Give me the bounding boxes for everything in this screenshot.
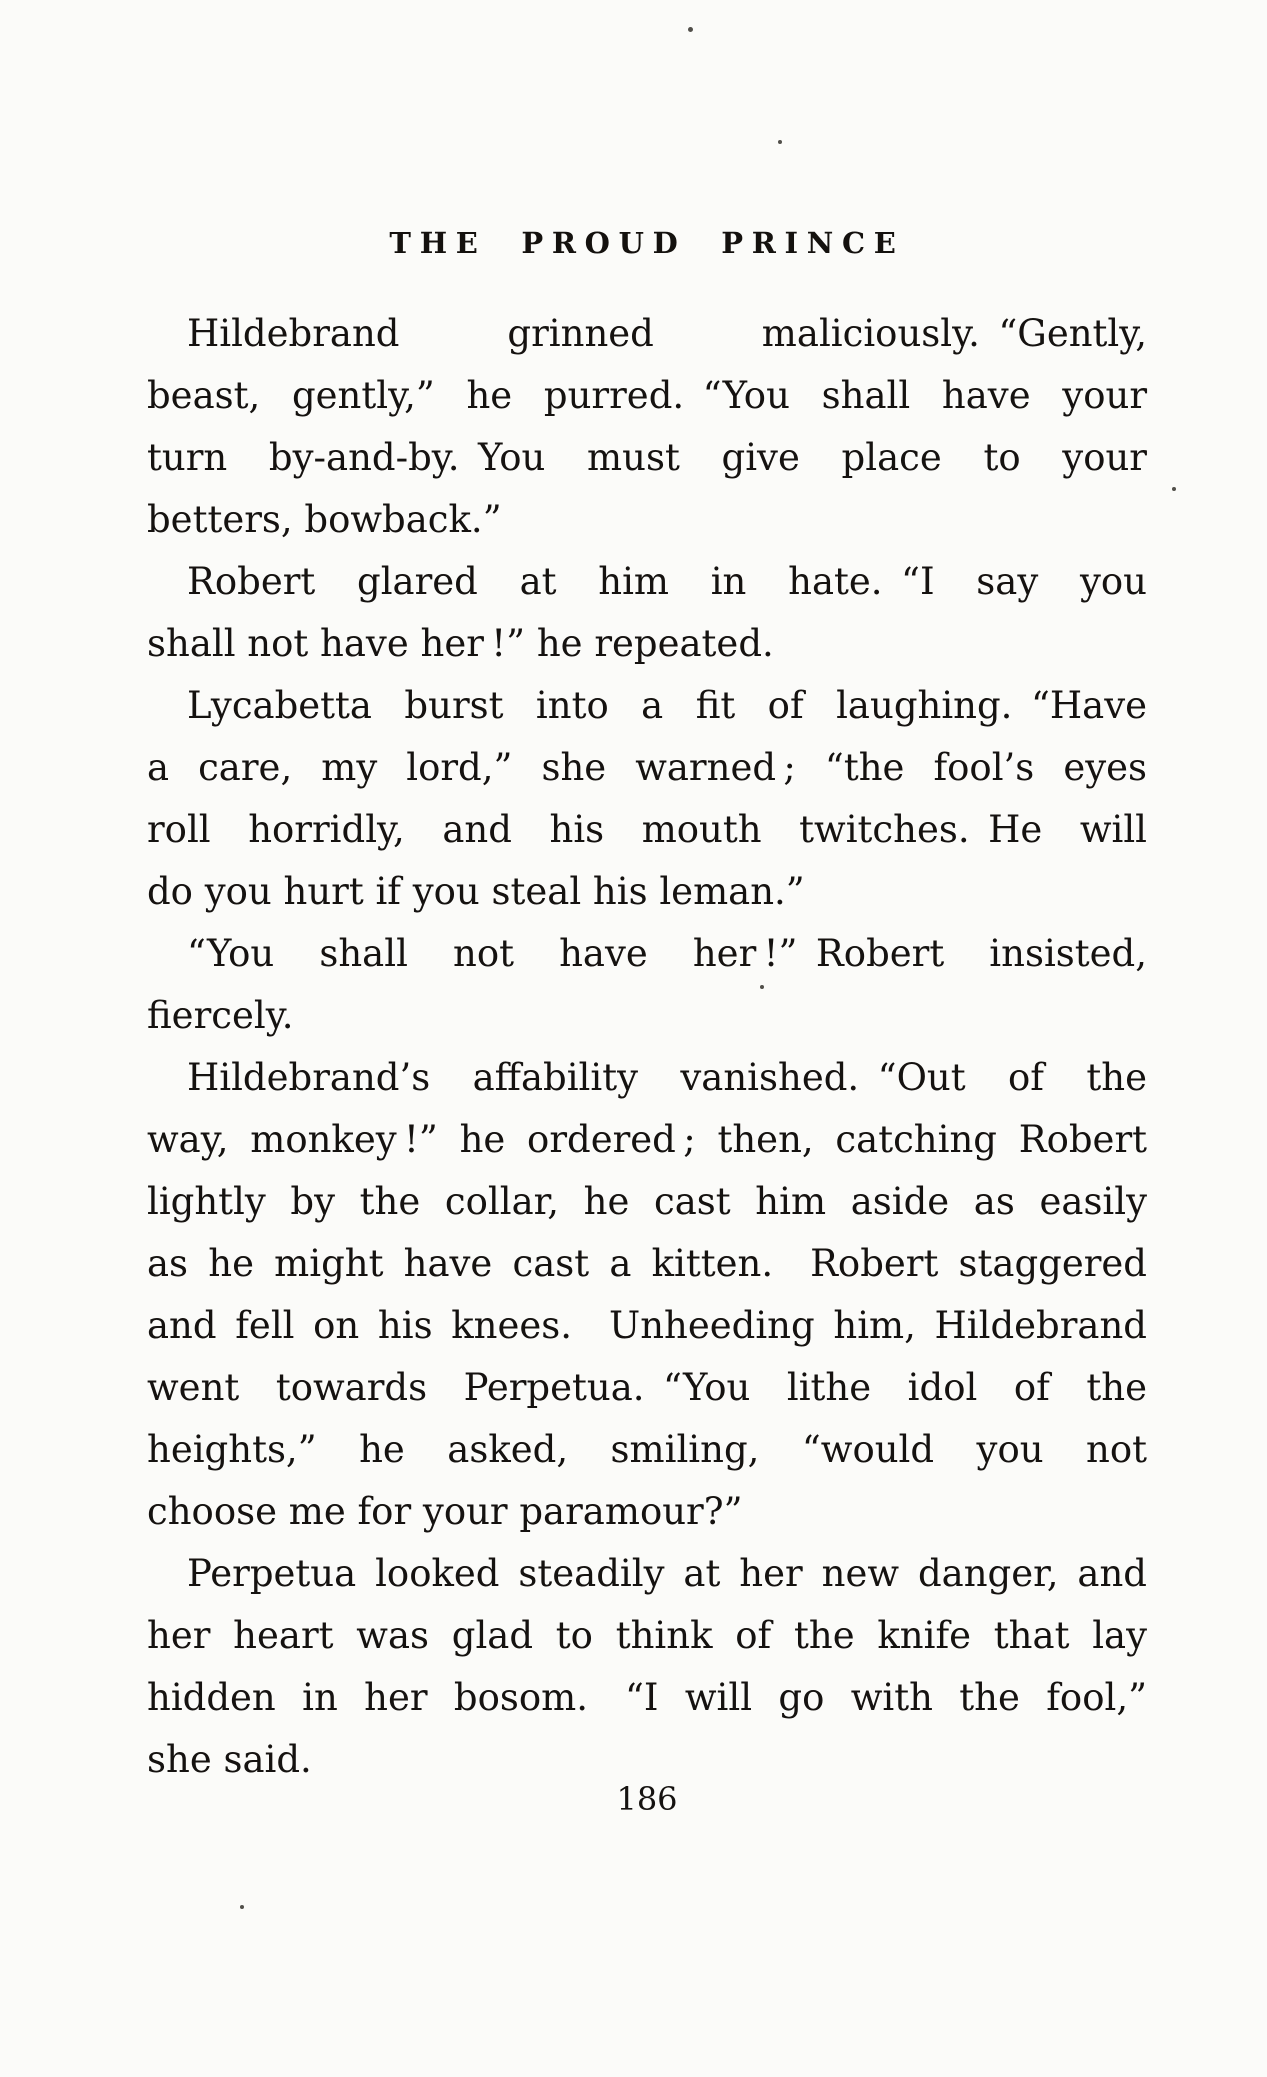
paragraph <box>147 675 1147 923</box>
page-number: 186 <box>616 1780 678 1818</box>
text-line: way, monkey !” he ordered ; then, catching Robert <box>147 1118 1147 1161</box>
text-line: heights,” he asked, smiling, “would you not <box>147 1428 1147 1471</box>
text-line: lightly by the collar, he cast him aside as easily <box>147 1180 1147 1223</box>
text-line: turn by-and-by. You must give place to your <box>147 436 1147 479</box>
paragraph <box>147 1047 1147 1543</box>
text-line: hidden in her bosom. “I will go with the fool,” <box>147 1676 1147 1719</box>
scan-speck <box>240 1905 244 1909</box>
text-line: as he might have cast a kitten. Robert staggered <box>147 1242 1147 1285</box>
text-line: a care, my lord,” she warned ; “the fool’s eyes <box>147 746 1147 789</box>
text-line: roll horridly, and his mouth twitches. He will <box>147 808 1147 851</box>
text-line: fiercely. <box>147 994 294 1037</box>
paragraph <box>147 923 1147 1047</box>
scan-speck <box>760 985 764 989</box>
scan-speck <box>778 140 782 144</box>
scan-speck <box>1172 487 1176 491</box>
text-line: Lycabetta burst into a fit of laughing. “Have <box>187 684 1147 727</box>
scan-speck <box>688 27 693 32</box>
text-line: beast, gently,” he purred. “You shall have your <box>147 374 1147 417</box>
text-line: choose me for your paramour?” <box>147 1490 743 1533</box>
text-line: “You shall not have her !” Robert insisted, <box>187 932 1147 975</box>
running-header: THE PROUD PRINCE <box>389 226 905 260</box>
text-line: Hildebrand’s affability vanished. “Out of the <box>187 1056 1147 1099</box>
text-line: do you hurt if you steal his leman.” <box>147 870 805 913</box>
text-line: her heart was glad to think of the knife that lay <box>147 1614 1147 1657</box>
paragraph <box>147 1543 1147 1791</box>
text-line: went towards Perpetua. “You lithe idol of the <box>147 1366 1147 1409</box>
paragraph <box>147 303 1147 551</box>
text-line: and fell on his knees. Unheeding him, Hildebrand <box>147 1304 1147 1347</box>
text-line: Hildebrand grinned maliciously. “Gently, <box>187 312 1147 355</box>
text-line: betters, bowback.” <box>147 498 502 541</box>
paragraph <box>147 551 1147 675</box>
text-line: she said. <box>147 1738 312 1781</box>
body-text <box>147 303 1147 1791</box>
text-line: shall not have her !” he repeated. <box>147 622 774 665</box>
text-line: Robert glared at him in hate. “I say you <box>187 560 1147 603</box>
text-line: Perpetua looked steadily at her new danger, and <box>187 1552 1147 1595</box>
